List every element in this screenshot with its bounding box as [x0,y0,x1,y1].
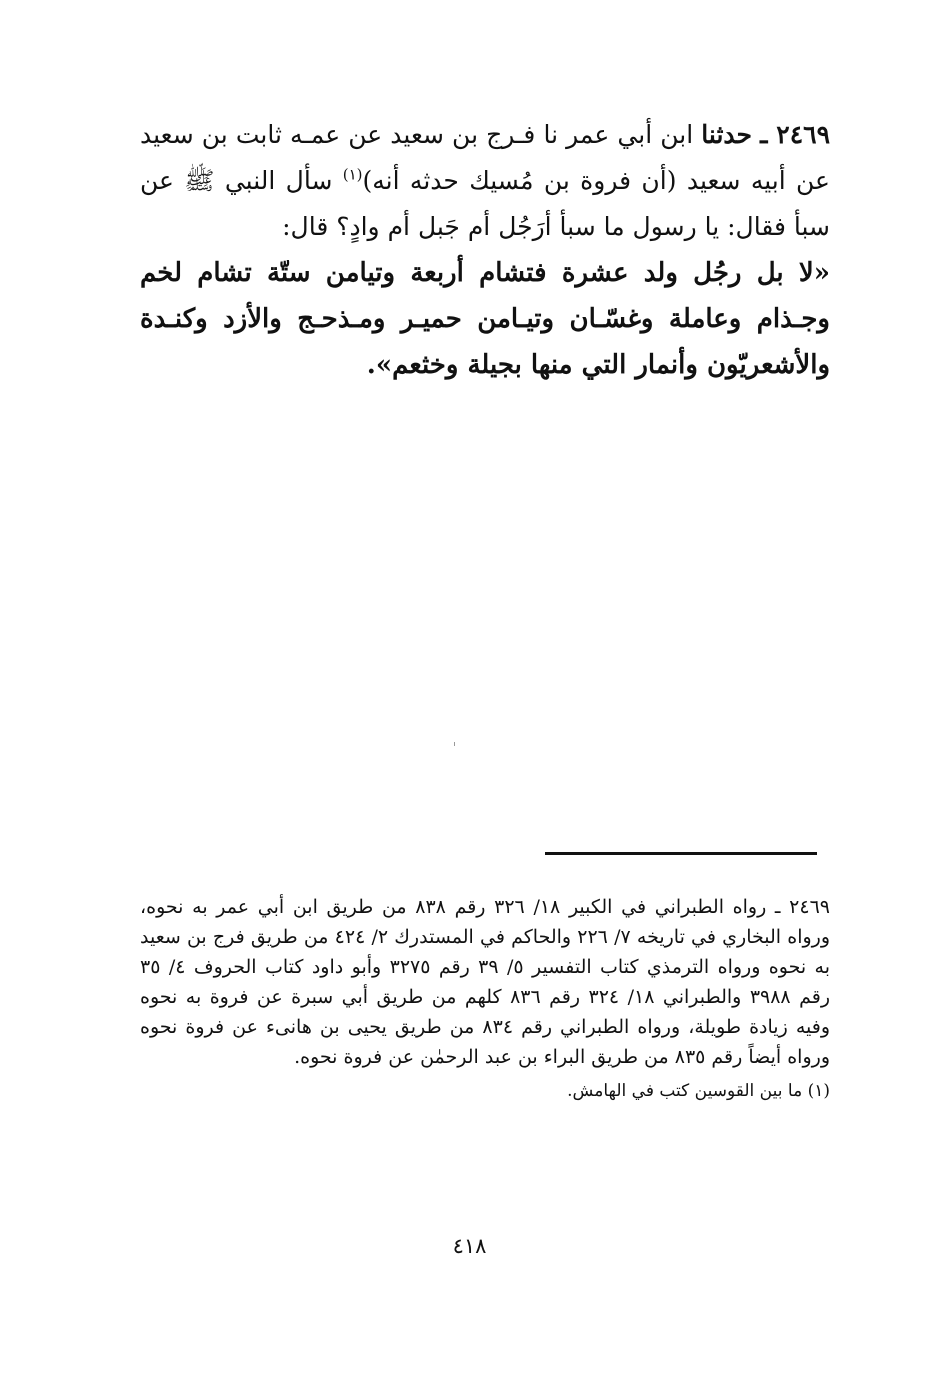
scan-speck [454,742,455,746]
hadith-question: سأل النبي ﷺ عن سبأ فقال: يا رسول ما سبأ أرَجُل أم جَبل أم وادٍ؟ قال: [140,166,830,241]
hadith-quote: «لا بل رجُل ولد عشرة فتشام أربعة وتيامن ستّة تشام لخم وجـذام وعاملة وغسّـان وتيـامن حميـر ومـذحـج والأزد وكنـدة والأشعريّون وأنمار التي منها بجيلة وخثعم». [140,258,830,380]
footnote-takhrij: ٢٤٦٩ ـ رواه الطبراني في الكبير ١٨/ ٣٢٦ رقم ٨٣٨ من طريق ابن أبي عمر به نحوه، ورواه البخاري في تاريخه ٧/ ٢٢٦ والحاكم في المستدرك ٢/ ٤٢٤ من طريق فرج بن سعيد به نحوه ورواه الترمذي كتاب التفسير ٥/ ٣٩ رقم ٣٢٧٥ وأبو داود كتاب الحروف ٤/ ٣٥ رقم ٣٩٨٨ والطبراني ١٨/ ٣٢٤ رقم ٨٣٦ كلهم من طريق أبي سبرة عن فروة به نحوه وفيه زيادة طويلة، ورواه الطبراني رقم ٨٣٤ من طريق يحيى بن هانىء عن فروة نحوه ورواه أيضاً رقم ٨٣٥ من طريق البراء بن عبد الرحمٰن عن فروة نحوه. [140,896,831,1068]
hadith-text [140,112,830,388]
page-number: ٤١٨ [452,1234,487,1258]
footnote-margin-note: (١) ما بين القوسين كتب في الهامش. [567,1081,830,1101]
hadith-lead-word: حدثنا [701,120,752,149]
hadith-number: ٢٤٦٩ ـ [760,120,830,149]
hadith-isnad: ابن أبي عمر نا فـرج بن سعيد عن عمـه ثابت بن سعيد عن أبيه سعيد (أن فروة بن مُسيك حدثه أنه) [140,120,830,195]
footnote-reference[interactable]: (١) [342,165,363,184]
footnotes-section [140,892,830,1106]
hadith-paragraph [140,112,830,250]
footnote-divider [545,852,817,855]
